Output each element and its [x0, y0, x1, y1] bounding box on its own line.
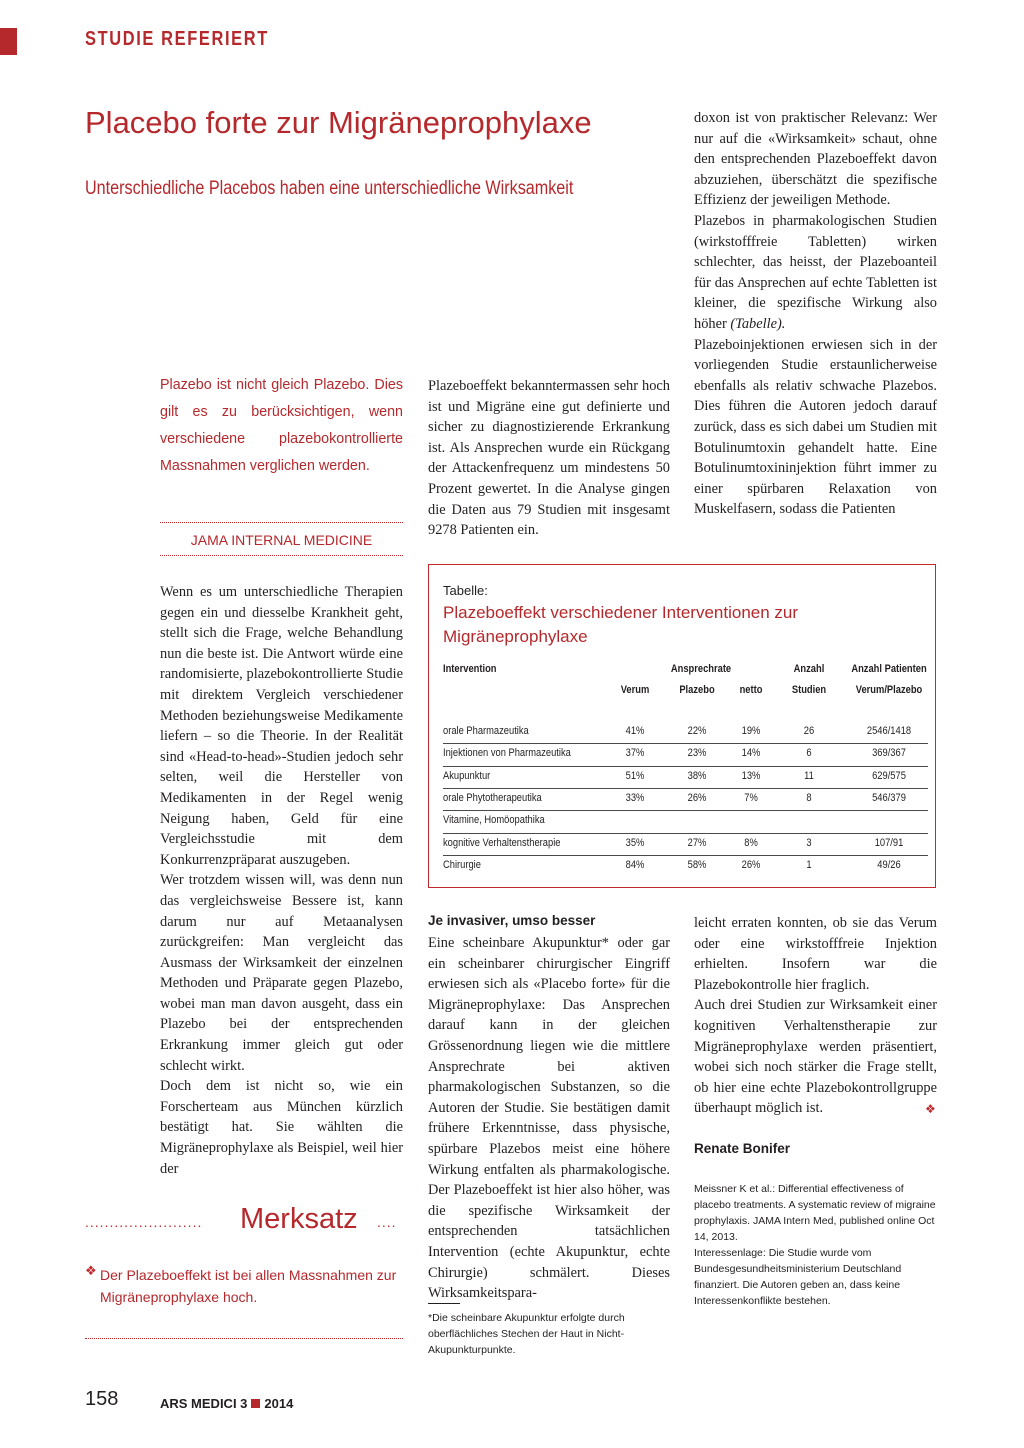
header-net: netto [739, 684, 763, 696]
paragraph: Wer trotzdem wissen will, was denn nun das vergleichsweise Bessere ist, kann darum nur auf Metaanalysen zurückgreifen: Man vergleicht das Ausmass der Wirksamkeit der einzelnen Methoden und Präparate gegen Plazebo, wobei man man davon ausgeht, dass ein Plazebo bei der entsprechenden Erkrankung immer gleich gut oder schlecht wirkt. [160, 872, 403, 1074]
table-cell-patients: 629/575 [872, 769, 906, 782]
section-heading: Je invasiver, umso besser [428, 913, 596, 928]
paragraph: leicht erraten konnten, ob sie das Verum oder eine wirkstofffreie Injektion erhielten. Insofern war die Plazebokontrolle hier fraglich. [694, 915, 937, 993]
table-cell-name: orale Pharmazeutika [443, 725, 529, 737]
header-patients-sub: Verum/Plazebo [855, 684, 923, 696]
table-row-divider [443, 810, 928, 811]
table-cell-verum: 41% [625, 725, 645, 737]
table-cell-net: 8% [744, 836, 758, 849]
article-title: Placebo forte zur Migräneprophylaxe [85, 105, 592, 140]
column-2-bottom [428, 933, 670, 1304]
column-3-top [694, 108, 937, 520]
table-row-divider [443, 855, 928, 856]
table-row-divider [443, 788, 928, 789]
header-studies: Studien [791, 684, 827, 696]
header-patients: Anzahl Patienten [851, 663, 927, 675]
footnote: *Die scheinbare Akupunktur erfolgte durch oberflächliches Stechen der Haut in Nicht-Akupunkturpunkte. [428, 1312, 625, 1356]
table-cell-net: 13% [741, 769, 761, 782]
table-cell-studies: 11 [804, 769, 814, 782]
table-cell-name: Injektionen von Pharmazeutika [443, 747, 571, 760]
header-count: Anzahl [793, 663, 825, 675]
paragraph: Doch dem ist nicht so, wie ein Forscherteam aus München kürzlich bestätigt hat. Sie wählten die Migräneprophylaxe als Beispiel, weil hier der [160, 1078, 403, 1177]
table-cell-name: Vitamine, Homöopathika [443, 814, 545, 827]
table-cell-verum: 35% [625, 836, 645, 849]
article-subtitle: Unterschiedliche Placebos haben eine unterschiedliche Wirksamkeit [85, 178, 574, 199]
divider [85, 1338, 403, 1339]
merksatz-dots-right: .... [377, 1214, 397, 1230]
table-cell-studies: 8 [806, 791, 812, 804]
table-row-divider [443, 743, 928, 744]
column-1-body [160, 582, 403, 1179]
paragraph: Eine scheinbare Akupunktur* oder gar ein scheinbarer chirurgischer Eingriff erwiesen sich als «Placebo forte» für die Migräneprophylaxe: Das Ansprechen darauf kann in der gleichen Grössenordnung liegen wie die mittlere Ansprechrate bei aktiven pharmakologischen Substanzen, so die Autoren der Studie. Sie bestätigen damit frühere Erkenntnisse, dass physische, spürbare Plazebos meist eine höhere Wirkung entfalten als pharmakologische. Der Plazeboeffekt ist hier also höher, was die spezifische Wirksamkeit der entsprechenden tatsächlichen Intervention (echte Akupunktur, echte Chirurgie) schmälert. Dieses Wirksamkeitspara- [428, 935, 670, 1302]
author-name: Renate Bonifer [694, 1141, 791, 1156]
paragraph: Plazeboeffekt bekanntermassen sehr hoch ist und Migräne eine gut definierte und sicher zu diagnostizierende Erkrankung ist. Als Ansprechen wurde ein Rückgang der Attackenfrequenz um mindestens 50 Prozent gewertet. In die Analyse gingen die Daten aus 79 Studien mit insgesamt 9278 Patienten ein. [428, 378, 670, 539]
table-reference: (Tabelle). [730, 315, 786, 332]
journal-year: 2014 [264, 1396, 294, 1411]
table-cell-patients: 2546/1418 [866, 725, 912, 737]
journal-separator [251, 1399, 260, 1408]
results-table [428, 564, 936, 888]
table-cell-net: 19% [741, 725, 761, 737]
table-cell-placebo: 38% [687, 769, 707, 782]
header-intervention: Intervention [443, 663, 497, 675]
table-cell-verum: 33% [625, 791, 645, 804]
journal-label [160, 1396, 293, 1411]
table-cell-name: orale Phytotherapeutika [443, 791, 542, 804]
merksatz-text: Der Plazeboeffekt ist bei allen Massnahmen zur Migräneprophylaxe hoch. [100, 1267, 397, 1305]
table-cell-verum: 51% [625, 769, 645, 782]
paragraph: Wenn es um unterschiedliche Therapien gegen ein und diesselbe Krankheit geht, stellt sich die Frage, welche Behandlung nun die beste ist. Die Antwort würde eine randomisierte, plazebokontrollierte Studie mit direktem Vergleich verschiedener Methoden beziehungsweise Medikamente liefern – so die Theorie. In der Realität sind «Head-to-head»-Studien jedoch sehr selten, weil die Hersteller von Medikamenten in der Regel wenig Neigung haben, Geld für eine Vergleichsstudie mit dem Konkurrenzpräparat auszugeben. [160, 584, 403, 868]
table-cell-studies: 6 [806, 747, 812, 760]
table-kicker: Tabelle: [443, 583, 488, 598]
table-row-divider [443, 766, 928, 767]
table-cell-studies: 26 [803, 725, 815, 737]
article-lead: Plazebo ist nicht gleich Plazebo. Dies gilt es zu berücksichtigen, wenn verschiedene plazebokontrollierte Massnahmen verglichen werden. [160, 377, 403, 474]
table-cell-studies: 1 [806, 858, 812, 871]
merksatz-dots-left: ........................ [85, 1214, 203, 1230]
paragraph [694, 211, 937, 335]
column-3-bottom [694, 913, 937, 1119]
header-verum: Verum [620, 684, 650, 696]
table-cell-patients: 546/379 [872, 791, 906, 804]
bullet-icon: ❖ [85, 1264, 97, 1279]
merksatz-title: Merksatz [240, 1203, 358, 1235]
table-cell-placebo: 22% [687, 725, 707, 737]
section-label: STUDIE REFERIERT [85, 28, 269, 50]
table-cell-placebo: 23% [687, 747, 707, 760]
table-cell-patients: 369/367 [872, 747, 906, 760]
table-row-divider [443, 833, 928, 834]
header-placebo: Plazebo [679, 684, 715, 696]
divider [160, 555, 403, 556]
page-number: 158 [85, 1388, 119, 1410]
header-response-rate: Ansprechrate [670, 663, 732, 675]
paragraph: Auch drei Studien zur Wirksamkeit einer kognitiven Verhaltenstherapie zur Migräneprophylaxe werden präsentiert, wobei sich noch stärker die Frage stellt, ob hier eine echte Plazebokontrollgruppe überhaupt möglich ist. [694, 997, 937, 1117]
reference: Meissner K et al.: Differential effectiveness of placebo treatments. A systematic review of migraine prophylaxis. JAMA Intern Med, published online Oct 14, 2013. [694, 1183, 936, 1243]
footnote-rule [428, 1303, 460, 1304]
source-label: JAMA INTERNAL MEDICINE [190, 532, 373, 548]
interests-disclosure: Interessenlage: Die Studie wurde vom Bundesgesundheitsministerium Deutschland finanziert. Die Autoren geben an, dass keine Interessenkonflikte bestehen. [694, 1247, 902, 1307]
paragraph: Plazeboinjektionen erwiesen sich in der vorliegenden Studie erstaunlicherweise ebenfalls als relativ schwache Plazebos. Dies führen die Autoren jedoch darauf zurück, dass es sich dabei um Studien mit Botulinumtoxin gehandelt hatte. Eine Botulinumtoxininjektion führt immer zu einer spürbaren Relaxation von Muskelfasern, sodass die Patienten [694, 336, 937, 518]
table-cell-placebo: 58% [687, 858, 707, 871]
table-cell-patients: 49/26 [877, 858, 901, 871]
table-cell-name: Akupunktur [443, 769, 491, 782]
table-cell-name: Chirurgie [443, 858, 481, 871]
table-cell-net: 7% [744, 791, 758, 804]
paragraph: doxon ist von praktischer Relevanz: Wer nur auf die «Wirksamkeit» schaut, ohne den entsprechenden Plazeboeffekt davon abzuziehen, überschätzt die spezifische Effizienz der jeweiligen Methode. [694, 110, 937, 209]
table-cell-verum: 84% [625, 858, 645, 871]
table-cell-net: 26% [741, 858, 761, 871]
column-2-top [428, 376, 670, 541]
paragraph-text: Plazebos in pharmakologischen Studien (wirkstofffreie Tabletten) wirken schlechter, das heisst, der Plazeboanteil für das Ansprechen auf echte Tabletten ist kleiner, die spezifische Wirkung also höher [694, 212, 937, 332]
divider [160, 522, 403, 523]
table-cell-name: kognitive Verhaltenstherapie [443, 836, 561, 849]
table-cell-net: 14% [741, 747, 761, 760]
table-cell-patients: 107/91 [874, 836, 904, 849]
table-title: Plazeboeffekt verschiedener Interventionen zur Migräneprophylaxe [443, 603, 799, 646]
table-cell-placebo: 26% [687, 791, 707, 804]
end-mark-icon: ❖ [925, 1102, 936, 1116]
journal-name: ARS MEDICI 3 [160, 1396, 248, 1411]
section-marker [0, 28, 17, 55]
table-cell-verum: 37% [625, 747, 645, 760]
table-cell-placebo: 27% [687, 836, 707, 849]
table-cell-studies: 3 [806, 836, 812, 849]
